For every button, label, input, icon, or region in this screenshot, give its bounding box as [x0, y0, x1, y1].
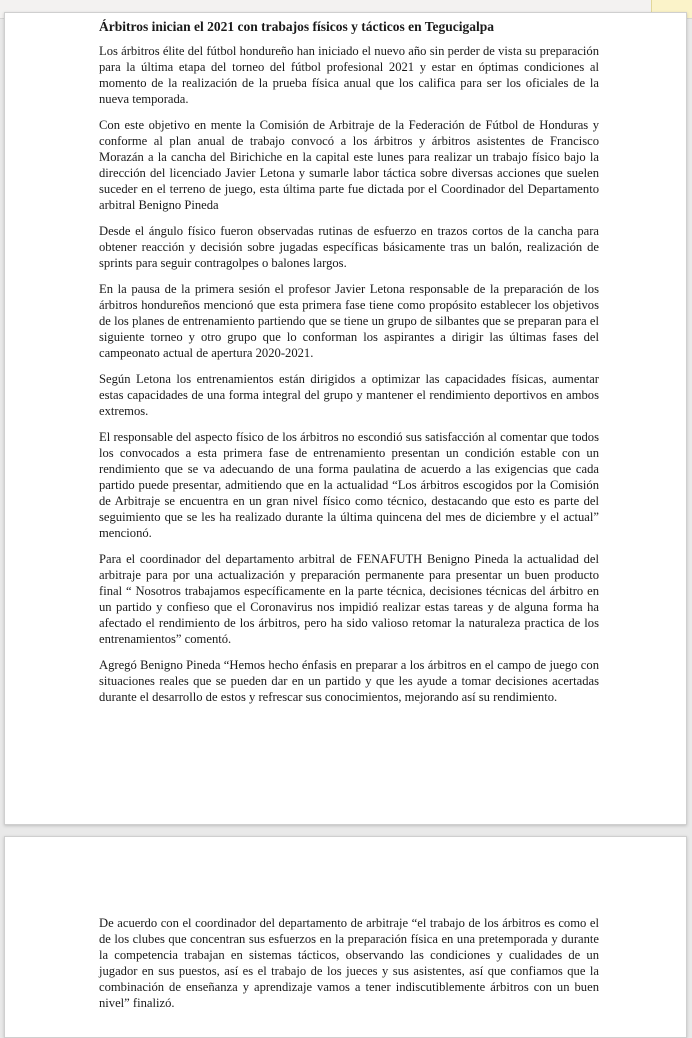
paragraph-5: Según Letona los entrenamientos están dirigidos a optimizar las capacidades físicas, aumentar estas capacidades de una forma integral del grupo y mantener el rendimiento deportivos en ambos extremos. — [99, 372, 599, 418]
page-2-content — [99, 915, 599, 1021]
document-page-2 — [4, 836, 687, 1038]
document-page-1 — [4, 12, 687, 825]
paragraph-1: Los árbitros élite del fútbol hondureño han iniciado el nuevo año sin perder de vista su preparación para la última etapa del torneo del fútbol profesional 2021 y estar en óptimas condiciones al momento de la realización de la prueba física anual que los califica para ser los oficiales de la nueva temporada. — [99, 44, 599, 106]
paragraph-9: De acuerdo con el coordinador del departamento de arbitraje “el trabajo de los árbitros es como el de los clubes que concentran sus esfuerzos en la preparación física en una pretemporada y durante la competencia trabajan en sistemas tácticos, observando las condiciones y cualidades de un jugador en sus puestos, así es el trabajo de los jueces y sus asistentes, así que confiamos que la combinación de enseñanza y aprendizaje vamos a tener indiscutiblemente árbitros con un buen nivel” finalizó. — [99, 916, 599, 1010]
paragraph-8: Agregó Benigno Pineda “Hemos hecho énfasis en preparar a los árbitros en el campo de juego con situaciones reales que se pueden dar en un partido y que les ayude a tomar decisiones acertadas durante el desarrollo de estos y refrescar sus conocimientos, mejorando así su rendimiento. — [99, 658, 599, 704]
paragraph-6: El responsable del aspecto físico de los árbitros no escondió sus satisfacción al comentar que todos los convocados a esta primera fase de entrenamiento presentan un condición estable con un rendimiento que se va adecuando de una forma paulatina de acuerdo a las exigencias que cada partido puede presentar, admitiendo que en la actualidad “Los árbitros escogidos por la Comisión de Arbitraje se encuentra en un gran nivel físico como técnico, destacando que esto es parte del seguimiento que se les ha realizado durante la última quincena del mes de diciembre y el actual” mencionó. — [99, 430, 599, 540]
page-1-content — [99, 19, 599, 715]
paragraph-4: En la pausa de la primera sesión el profesor Javier Letona responsable de la preparación de los árbitros hondureños mencionó que esta primera fase tiene como propósito establecer los objetivos de los planes de entrenamiento partiendo que se tiene un grupo de silbantes que se preparan para el siguiente torneo y otro grupo que lo conforman los aspirantes a dirigir las últimas fases del campeonato actual de apertura 2020-2021. — [99, 282, 599, 360]
paragraph-3: Desde el ángulo físico fueron observadas rutinas de esfuerzo en trazos cortos de la cancha para obtener reacción y decisión sobre jugadas específicas básicamente tras un balón, realización de sprints para seguir contragolpes o balones largos. — [99, 224, 599, 270]
paragraph-2: Con este objetivo en mente la Comisión de Arbitraje de la Federación de Fútbol de Honduras y conforme al plan anual de trabajo convocó a los árbitros y árbitros asistentes de Francisco Morazán a la cancha del Birichiche en la capital este lunes para realizar un trabajo físico bajo la dirección del licenciado Javier Letona y sumarle labor táctica sobre diversas acciones que suelen suceder en el terreno de juego, esta última parte fue dictada por el Coordinador del Departamento arbitral Benigno Pineda — [99, 118, 599, 212]
paragraph-7: Para el coordinador del departamento arbitral de FENAFUTH Benigno Pineda la actualidad del arbitraje para por una actualización y preparación permanente para presentar un buen producto final “ Nosotros trabajamos específicamente en la parte técnica, decisiones técnicas del árbitro en un partido y confieso que el Coronavirus nos impidió realizar estas tareas y de alguna forma ha afectado el rendimiento de los árbitros, pero ha sido valioso retomar la naturaleza practica de los entrenamientos” comentó. — [99, 552, 599, 646]
article-title: Árbitros inician el 2021 con trabajos físicos y tácticos en Tegucigalpa — [99, 19, 494, 34]
